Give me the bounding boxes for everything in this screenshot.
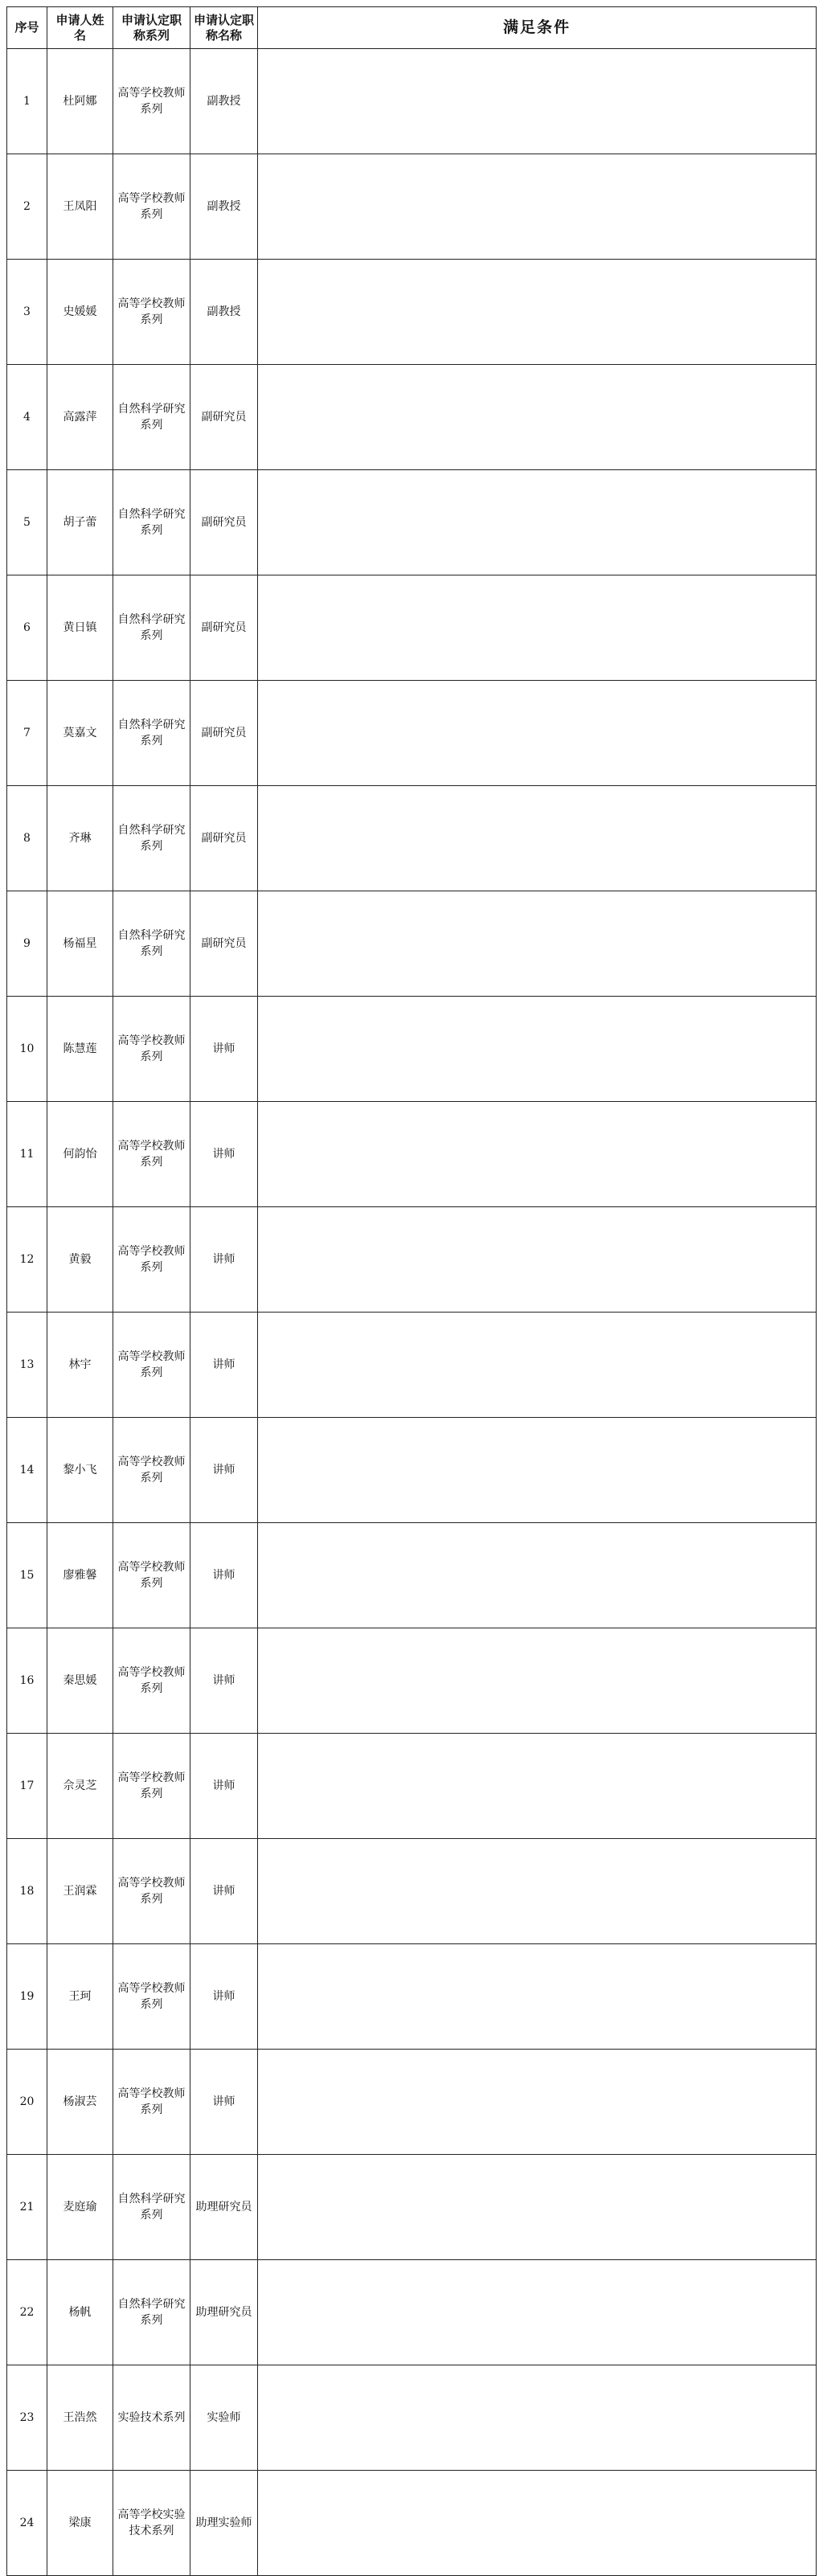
header-serial-number: 序号 [7, 7, 47, 49]
title-name-cell: 副研究员 [190, 786, 258, 891]
title-name-cell: 副研究员 [190, 681, 258, 786]
table-row [7, 365, 817, 470]
serial-number-cell: 15 [7, 1523, 47, 1628]
serial-number-cell: 12 [7, 1207, 47, 1313]
title-series-cell: 高等学校教师系列 [113, 1734, 190, 1839]
title-series-cell: 自然科学研究系列 [113, 2155, 190, 2260]
title-series-cell: 高等学校教师系列 [113, 1207, 190, 1313]
table-row [7, 2471, 817, 2576]
serial-number-cell: 20 [7, 2050, 47, 2155]
table-row [7, 786, 817, 891]
title-name-cell: 副研究员 [190, 470, 258, 575]
title-name-cell: 副研究员 [190, 891, 258, 997]
applicant-name-cell: 齐琳 [47, 786, 113, 891]
title-series-cell: 高等学校实验技术系列 [113, 2471, 190, 2576]
requirements-cell [258, 49, 817, 154]
title-series-cell: 高等学校教师系列 [113, 1839, 190, 1944]
serial-number-cell: 21 [7, 2155, 47, 2260]
table-row [7, 1418, 817, 1523]
title-name-cell: 副研究员 [190, 575, 258, 681]
applicant-name-cell: 麦庭瑜 [47, 2155, 113, 2260]
table-row [7, 154, 817, 260]
requirements-cell [258, 997, 817, 1102]
applicant-name-cell: 林宇 [47, 1313, 113, 1418]
title-series-cell: 自然科学研究系列 [113, 786, 190, 891]
requirements-cell [258, 260, 817, 365]
requirements-cell [258, 470, 817, 575]
requirements-cell [258, 891, 817, 997]
title-name-cell: 讲师 [190, 1944, 258, 2050]
applicant-name-cell: 黄日镇 [47, 575, 113, 681]
title-series-cell: 自然科学研究系列 [113, 365, 190, 470]
applicant-name-cell: 陈慧莲 [47, 997, 113, 1102]
requirements-cell [258, 1628, 817, 1734]
applicant-name-cell: 莫嘉文 [47, 681, 113, 786]
applicant-name-cell: 王润霖 [47, 1839, 113, 1944]
table-row [7, 1313, 817, 1418]
serial-number-cell: 4 [7, 365, 47, 470]
applicant-name-cell: 杨帆 [47, 2260, 113, 2365]
title-name-cell: 讲师 [190, 997, 258, 1102]
table-row [7, 1102, 817, 1207]
applicant-name-cell: 史媛媛 [47, 260, 113, 365]
header-row [7, 7, 817, 49]
serial-number-cell: 14 [7, 1418, 47, 1523]
table-header [7, 7, 817, 49]
table-row [7, 1207, 817, 1313]
title-series-cell: 高等学校教师系列 [113, 260, 190, 365]
header-title-name: 申请认定职称名称 [190, 7, 258, 49]
title-series-cell: 高等学校教师系列 [113, 49, 190, 154]
table-row [7, 2155, 817, 2260]
title-name-cell: 讲师 [190, 1628, 258, 1734]
title-name-cell: 副教授 [190, 154, 258, 260]
applicant-name-cell: 王浩然 [47, 2365, 113, 2471]
requirements-cell [258, 575, 817, 681]
requirements-cell [258, 2365, 817, 2471]
header-requirements: 满足条件 [258, 7, 817, 49]
table-row [7, 1628, 817, 1734]
applicant-name-cell: 佘灵芝 [47, 1734, 113, 1839]
title-series-cell: 自然科学研究系列 [113, 891, 190, 997]
title-name-cell: 讲师 [190, 1207, 258, 1313]
title-certification-table [6, 6, 817, 2576]
table-body [7, 49, 817, 2576]
serial-number-cell: 13 [7, 1313, 47, 1418]
title-name-cell: 讲师 [190, 2050, 258, 2155]
header-title-series: 申请认定职称系列 [113, 7, 190, 49]
applicant-name-cell: 秦思媛 [47, 1628, 113, 1734]
applicant-name-cell: 王珂 [47, 1944, 113, 2050]
applicant-name-cell: 王凤阳 [47, 154, 113, 260]
title-series-cell: 自然科学研究系列 [113, 575, 190, 681]
serial-number-cell: 10 [7, 997, 47, 1102]
serial-number-cell: 7 [7, 681, 47, 786]
serial-number-cell: 18 [7, 1839, 47, 1944]
title-name-cell: 副研究员 [190, 365, 258, 470]
title-series-cell: 高等学校教师系列 [113, 1523, 190, 1628]
requirements-cell [258, 2050, 817, 2155]
title-name-cell: 副教授 [190, 260, 258, 365]
table-row [7, 2260, 817, 2365]
title-name-cell: 助理研究员 [190, 2155, 258, 2260]
serial-number-cell: 23 [7, 2365, 47, 2471]
header-applicant-name: 申请人姓名 [47, 7, 113, 49]
title-name-cell: 副教授 [190, 49, 258, 154]
requirements-cell [258, 154, 817, 260]
serial-number-cell: 22 [7, 2260, 47, 2365]
applicant-name-cell: 杜阿娜 [47, 49, 113, 154]
applicant-name-cell: 杨福星 [47, 891, 113, 997]
applicant-name-cell: 廖雅馨 [47, 1523, 113, 1628]
title-series-cell: 实验技术系列 [113, 2365, 190, 2471]
requirements-cell [258, 786, 817, 891]
applicant-name-cell: 杨淑芸 [47, 2050, 113, 2155]
requirements-cell [258, 681, 817, 786]
requirements-cell [258, 1313, 817, 1418]
table-row [7, 1523, 817, 1628]
title-name-cell: 讲师 [190, 1523, 258, 1628]
title-series-cell: 高等学校教师系列 [113, 1313, 190, 1418]
requirements-cell [258, 2471, 817, 2576]
requirements-cell [258, 1523, 817, 1628]
applicant-name-cell: 黎小飞 [47, 1418, 113, 1523]
title-name-cell: 讲师 [190, 1102, 258, 1207]
title-series-cell: 高等学校教师系列 [113, 1628, 190, 1734]
serial-number-cell: 16 [7, 1628, 47, 1734]
serial-number-cell: 3 [7, 260, 47, 365]
title-name-cell: 助理研究员 [190, 2260, 258, 2365]
title-name-cell: 讲师 [190, 1313, 258, 1418]
requirements-cell [258, 1102, 817, 1207]
table-row [7, 2365, 817, 2471]
table-row [7, 49, 817, 154]
applicant-name-cell: 何韵怡 [47, 1102, 113, 1207]
title-series-cell: 自然科学研究系列 [113, 2260, 190, 2365]
title-series-cell: 高等学校教师系列 [113, 154, 190, 260]
applicant-name-cell: 梁康 [47, 2471, 113, 2576]
serial-number-cell: 5 [7, 470, 47, 575]
table-row [7, 575, 817, 681]
title-name-cell: 实验师 [190, 2365, 258, 2471]
serial-number-cell: 1 [7, 49, 47, 154]
table-row [7, 1839, 817, 1944]
title-name-cell: 助理实验师 [190, 2471, 258, 2576]
table-row [7, 1734, 817, 1839]
applicant-name-cell: 高露萍 [47, 365, 113, 470]
table-row [7, 260, 817, 365]
requirements-cell [258, 2155, 817, 2260]
table-row [7, 891, 817, 997]
title-series-cell: 高等学校教师系列 [113, 1102, 190, 1207]
requirements-cell [258, 1839, 817, 1944]
requirements-cell [258, 2260, 817, 2365]
table-row [7, 1944, 817, 2050]
serial-number-cell: 9 [7, 891, 47, 997]
serial-number-cell: 2 [7, 154, 47, 260]
title-series-cell: 高等学校教师系列 [113, 1944, 190, 2050]
serial-number-cell: 11 [7, 1102, 47, 1207]
requirements-cell [258, 1418, 817, 1523]
requirements-cell [258, 365, 817, 470]
title-series-cell: 自然科学研究系列 [113, 470, 190, 575]
requirements-cell [258, 1944, 817, 2050]
requirements-cell [258, 1734, 817, 1839]
serial-number-cell: 8 [7, 786, 47, 891]
table-row [7, 997, 817, 1102]
title-series-cell: 高等学校教师系列 [113, 2050, 190, 2155]
title-series-cell: 自然科学研究系列 [113, 681, 190, 786]
title-name-cell: 讲师 [190, 1734, 258, 1839]
title-series-cell: 高等学校教师系列 [113, 997, 190, 1102]
table-row [7, 2050, 817, 2155]
table-row [7, 470, 817, 575]
title-name-cell: 讲师 [190, 1418, 258, 1523]
table-row [7, 681, 817, 786]
serial-number-cell: 19 [7, 1944, 47, 2050]
title-name-cell: 讲师 [190, 1839, 258, 1944]
applicant-name-cell: 黄毅 [47, 1207, 113, 1313]
requirements-cell [258, 1207, 817, 1313]
applicant-name-cell: 胡子蕾 [47, 470, 113, 575]
serial-number-cell: 17 [7, 1734, 47, 1839]
serial-number-cell: 6 [7, 575, 47, 681]
title-series-cell: 高等学校教师系列 [113, 1418, 190, 1523]
serial-number-cell: 24 [7, 2471, 47, 2576]
